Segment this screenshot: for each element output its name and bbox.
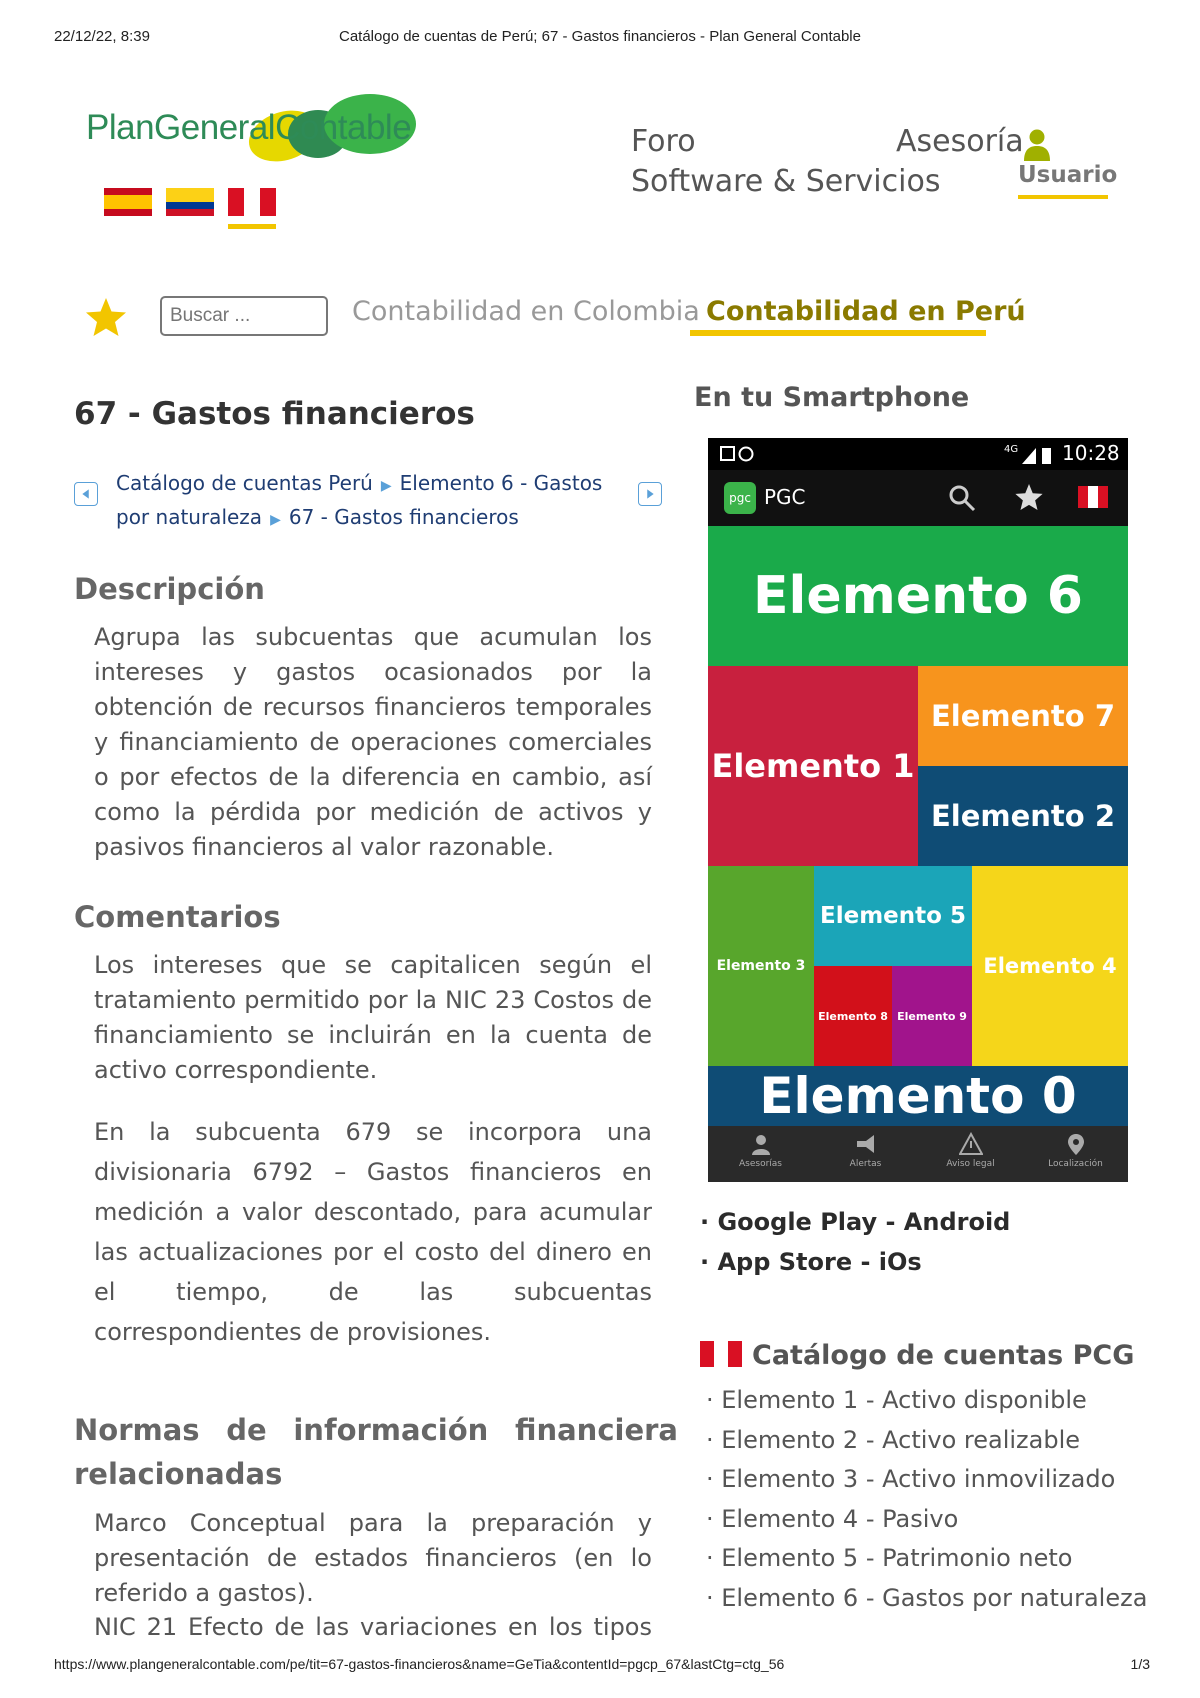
breadcrumb [116,468,616,536]
active-flag-indicator [228,224,276,229]
tile-elemento-1[interactable]: Elemento 1 [708,666,918,866]
google-play-link[interactable]: · Google Play - Android [700,1208,1011,1236]
catalog-heading [700,1340,1134,1371]
nav-asesoria[interactable]: Asesoría [896,124,1024,159]
flag-peru-icon[interactable] [1078,486,1108,508]
tile-elemento-2[interactable]: Elemento 2 [918,766,1128,866]
megaphone-icon [854,1132,878,1156]
print-page-number: 1/3 [1130,1656,1150,1672]
notification-icons [720,446,754,462]
phone-status-bar [708,438,1128,470]
catalog-heading-text: Catálogo de cuentas PCG [752,1340,1135,1371]
app-badge: pgc [724,482,756,514]
app-store-link[interactable]: · App Store - iOs [700,1248,922,1276]
phone-tab[interactable] [918,1126,1023,1182]
catalog-item[interactable]: · Elemento 2 - Activo realizable [706,1425,1081,1454]
prev-arrow-icon[interactable] [74,482,98,506]
phone-time: 10:28 [1062,441,1120,465]
phone-tab[interactable] [1023,1126,1128,1182]
page-title: 67 - Gastos financieros [74,396,475,432]
app-bar [708,470,1128,526]
tile-elemento-5[interactable]: Elemento 5 [814,866,972,966]
tab-contabilidad-colombia[interactable]: Contabilidad en Colombia [352,296,700,327]
phone-tab-label: Alertas [849,1159,882,1169]
chevron-right-icon: ▶ [270,512,281,528]
network-type: 4G [1004,444,1019,455]
tab-contabilidad-peru[interactable]: Contabilidad en Perú [706,296,1026,327]
phone-tab-bar [708,1126,1128,1182]
normas-heading: Normas de información financiera relacionadas [74,1413,678,1491]
tile-elemento-4[interactable]: Elemento 4 [972,866,1128,1066]
comment-paragraph: En la subcuenta 679 se incorpora una divisionaria 6792 – Gastos financieros en medición a valor descontado, para acumular las actualizaciones por el costo del dinero en el tiempo, de las subcuentas correspondientes de provisiones. [94,1118,652,1346]
breadcrumb-current: 67 - Gastos financieros [288,505,519,529]
app-name: PGC [764,485,806,509]
nav-software[interactable]: Software & Servicios [631,164,941,199]
tile-elemento-0[interactable]: Elemento 0 [708,1066,1128,1126]
tile-elemento-3[interactable]: Elemento 3 [708,866,814,1066]
location-pin-icon [1064,1132,1088,1156]
catalog-item[interactable]: · Elemento 3 - Activo inmovilizado [706,1465,1116,1494]
normas-paragraph: Marco Conceptual para la preparación y presentación de estados financieros (en lo referido a gastos). [94,1509,652,1607]
user-underline [1018,195,1108,199]
warning-icon [959,1132,983,1156]
comment-paragraph: Los intereses que se capitalicen según el tratamiento permitido por la NIC 23 Costos de financiamiento se incluirán en la cuenta de activo correspondiente. [94,951,652,1084]
print-title: Catálogo de cuentas de Perú; 67 - Gastos financieros - Plan General Contable [339,28,861,45]
tile-elemento-6[interactable]: Elemento 6 [708,526,1128,666]
flag-spain-icon[interactable] [104,188,152,216]
print-url: https://www.plangeneralcontable.com/pe/tit=67-gastos-financieros&name=GeTia&contentId=pgcp_67&lastCtg=ctg_56 [54,1656,785,1672]
tile-elemento-7[interactable]: Elemento 7 [918,666,1128,766]
normas-paragraph: NIC 21 Efecto de las variaciones en los tipos [94,1613,652,1641]
phone-tab-label: Asesorías [739,1159,782,1169]
flag-colombia-icon[interactable] [166,188,214,216]
catalog-list [706,1386,1147,1624]
print-date: 22/12/22, 8:39 [54,28,150,45]
breadcrumb-item[interactable]: Elemento 6 - Gastos por naturaleza [116,471,603,529]
app-screenshot[interactable] [708,438,1128,1182]
description-heading: Descripción [74,572,265,606]
breadcrumb-item[interactable]: Catálogo de cuentas Perú [116,471,373,495]
flag-peru-icon[interactable] [228,188,276,216]
nav-foro[interactable]: Foro [631,124,696,159]
smartphone-heading: En tu Smartphone [694,382,970,413]
description-text: Agrupa las subcuentas que acumulan los intereses y gastos ocasionados por la obtención de recursos financieros temporales y financiamiento de operaciones comerciales o por efectos de la diferencia en cambio, así como la pérdida por medición de activos y pasivos financieros al valor razonable. [94,623,652,861]
search-input[interactable] [160,296,328,336]
user-icon[interactable] [1022,128,1052,162]
tile-elemento-8[interactable]: Elemento 8 [814,966,892,1066]
flag-peru-icon [700,1341,746,1367]
user-link[interactable]: Usuario [1018,162,1118,188]
phone-tab-label: Localización [1048,1159,1103,1169]
site-logo[interactable] [86,78,466,178]
tile-elemento-9[interactable]: Elemento 9 [892,966,972,1066]
favorites-star-icon[interactable] [84,296,128,338]
catalog-item[interactable]: · Elemento 5 - Patrimonio neto [706,1544,1073,1573]
active-tab-indicator [690,330,986,336]
catalog-item[interactable]: · Elemento 6 - Gastos por naturaleza [706,1583,1148,1612]
catalog-item[interactable]: · Elemento 1 - Activo disponible [706,1386,1087,1414]
asesorias-icon [749,1132,773,1156]
search-icon[interactable] [948,484,976,512]
phone-tab[interactable] [708,1126,813,1182]
chevron-right-icon: ▶ [380,478,392,494]
catalog-item[interactable]: · Elemento 4 - Pasivo [706,1504,959,1533]
next-arrow-icon[interactable] [638,482,662,506]
signal-battery-icon [1022,446,1054,464]
phone-tab-label: Aviso legal [946,1159,995,1169]
star-icon[interactable] [1014,482,1044,512]
comments-heading: Comentarios [74,900,281,934]
phone-tab[interactable] [813,1126,918,1182]
logo-text: PlanGeneralContable [86,108,412,147]
